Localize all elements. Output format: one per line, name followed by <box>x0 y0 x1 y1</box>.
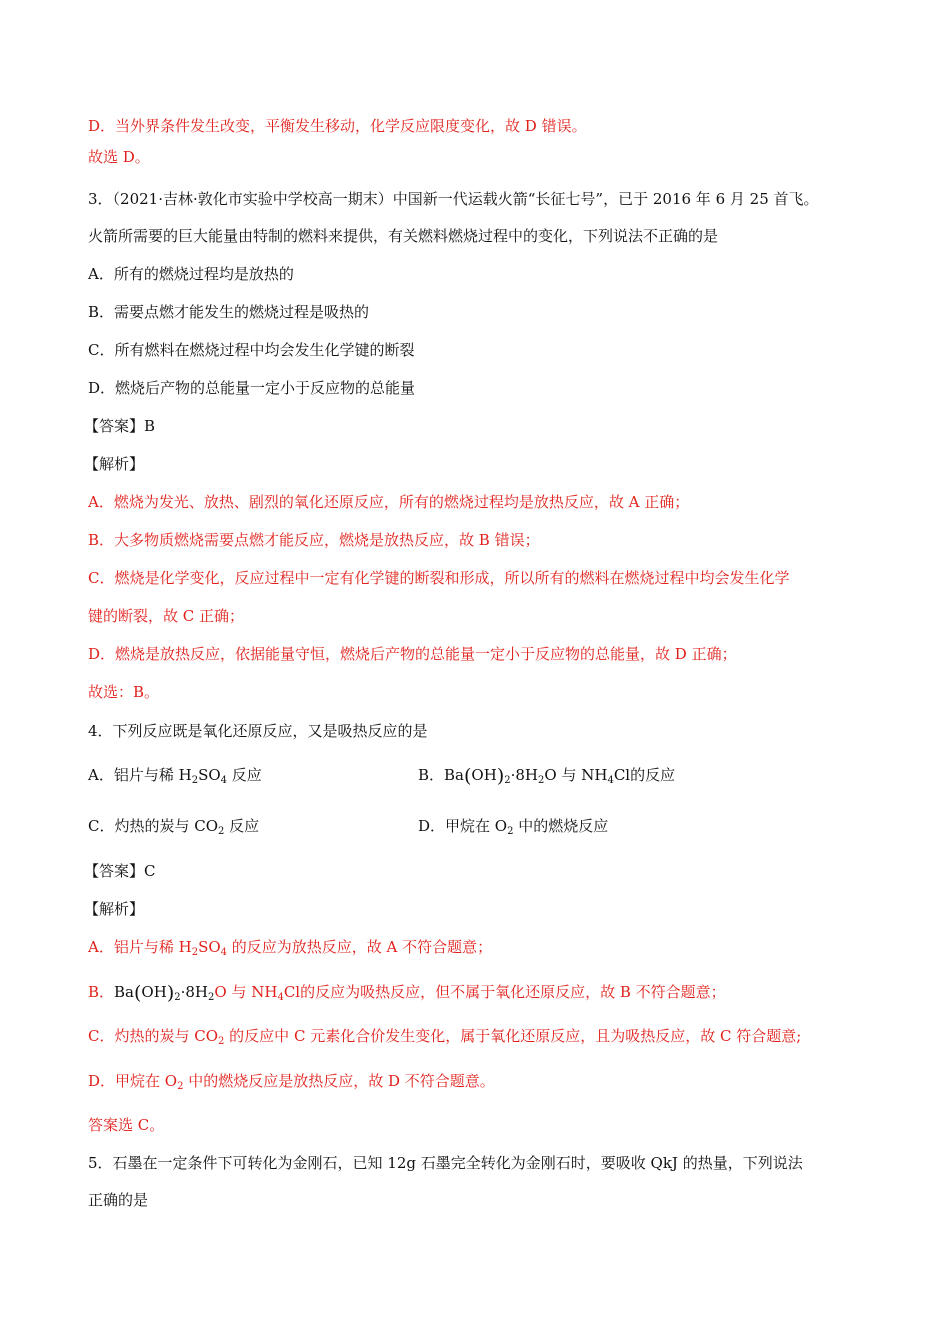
q3-explanation-d: D．燃烧是放热反应，依据能量守恒，燃烧后产物的总能量一定小于反应物的总能量，故 D 正确； <box>88 645 737 663</box>
q3-option-c: C．所有燃料在燃烧过程中均会发生化学键的断裂 <box>88 341 415 359</box>
q4-explanation-b: B．$Ba(OH)_2\cdot 8H_2O$ 与 $NH_4Cl$的反应为吸热反应，但不属于氧化还原反应，故 B 不符合题意； <box>88 982 726 1004</box>
q4-option-c: C．灼热的炭与 $CO_2$ 反应 <box>88 817 260 837</box>
q5-stem-line1: 5．石墨在一定条件下可转化为金刚石，已知 12g 石墨完全转化为金刚石时，要吸收 QkJ 的热量，下列说法 <box>88 1154 803 1172</box>
q3-explanation-b: B．大多物质燃烧需要点燃才能反应，燃烧是放热反应，故 B 错误； <box>88 531 540 549</box>
q4-explanation-d: D．甲烷在 $O_2$ 中的燃烧反应是放热反应，故 D 不符合题意。 <box>88 1072 495 1092</box>
q4-answer: 【答案】C <box>84 862 156 880</box>
q3-explanation-c-line2: 键的断裂，故 C 正确； <box>88 607 245 625</box>
q5-stem-line2: 正确的是 <box>88 1191 149 1209</box>
q3-analysis-label: 【解析】 <box>84 455 145 473</box>
q3-explanation-c-line1: C．燃烧是化学变化，反应过程中一定有化学键的断裂和形成，所以所有的燃料在燃烧过程中均会发生化学 <box>88 569 790 587</box>
prev-conclusion: 故选 D。 <box>88 148 150 166</box>
q4-stem: 4．下列反应既是氧化还原反应，又是吸热反应的是 <box>88 722 428 740</box>
q3-explanation-a: A．燃烧为发光、放热、剧烈的氧化还原反应，所有的燃烧过程均是放热反应，故 A 正确； <box>88 493 690 511</box>
q3-option-d: D．燃烧后产物的总能量一定小于反应物的总能量 <box>88 379 416 397</box>
q3-option-b: B．需要点燃才能发生的燃烧过程是吸热的 <box>88 303 370 321</box>
q4-analysis-label: 【解析】 <box>84 900 145 918</box>
q3-answer: 【答案】B <box>84 417 156 435</box>
q4-option-b: B．$Ba(OH)_2\cdot 8H_2O$ 与 $NH_4Cl$的反应 <box>418 765 676 787</box>
q3-stem-line1: 3．（2021·吉林·敦化市实验中学校高一期末）中国新一代运载火箭“长征七号”，已于 2016 年 6 月 25 首飞。 <box>88 190 819 208</box>
q4-explanation-a: A．铝片与稀 $H_2SO_4$ 的反应为放热反应，故 A 不符合题意； <box>88 938 493 958</box>
q4-conclusion: 答案选 C。 <box>88 1116 165 1134</box>
q4-explanation-c: C．灼热的炭与 $CO_2$ 的反应中 C 元素化合价发生变化，属于氧化还原反应，且为吸热反应，故 C 符合题意; <box>88 1027 802 1047</box>
q3-conclusion: 故选：B。 <box>88 683 160 701</box>
q3-stem-line2: 火箭所需要的巨大能量由特制的燃料来提供，有关燃料燃烧过程中的变化，下列说法不正确的是 <box>88 227 719 245</box>
prev-option-d-explanation: D．当外界条件发生改变，平衡发生移动，化学反应限度变化，故 D 错误。 <box>88 117 587 135</box>
q3-option-a: A．所有的燃烧过程均是放热的 <box>88 265 294 283</box>
q4-option-d: D．甲烷在 $O_2$ 中的燃烧反应 <box>418 817 609 837</box>
q4-option-a: A．铝片与稀 $H_2SO_4$ 反应 <box>88 766 262 786</box>
